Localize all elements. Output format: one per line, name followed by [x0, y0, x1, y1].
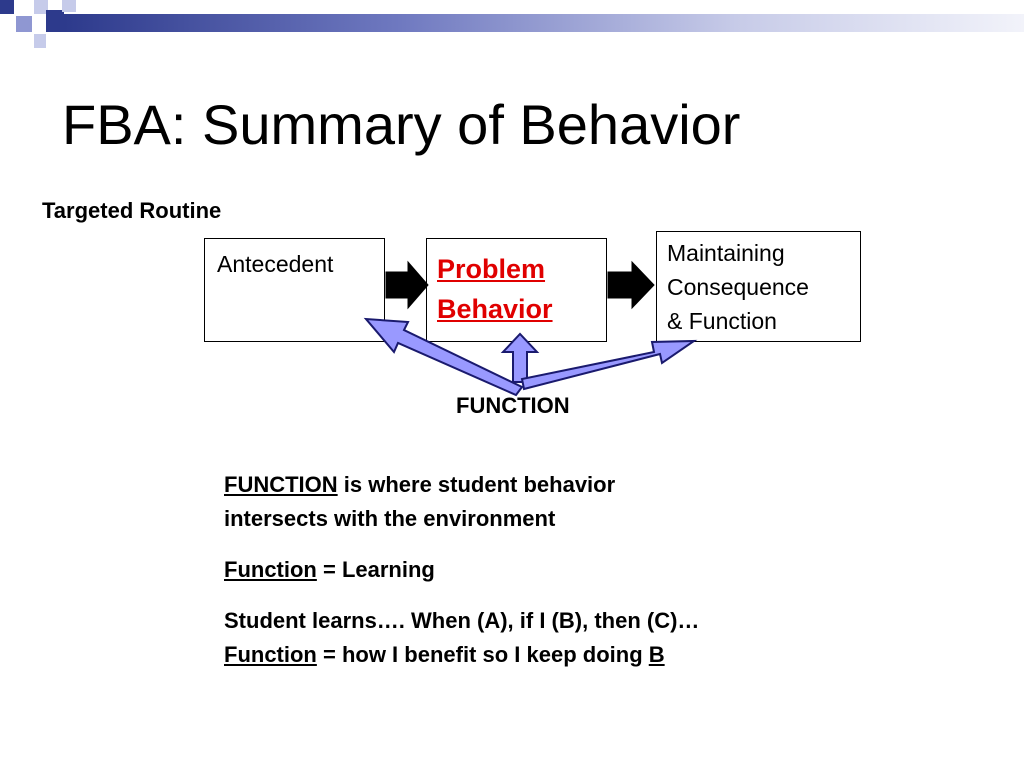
note-paragraph-2 [224, 553, 435, 587]
note-paragraph-3: Student learns…. When (A), if I (B), then (C)… [224, 608, 700, 633]
note-term: Function [224, 642, 317, 667]
function-arrow-right [522, 341, 694, 389]
flow-arrow-right [386, 262, 428, 308]
consequence-line-1: Maintaining [667, 240, 785, 266]
note-paragraph-1 [224, 468, 615, 502]
note-term: Function [224, 557, 317, 582]
problem-line-2: Behavior [437, 294, 553, 324]
note-text: is where student behavior [337, 472, 616, 497]
consequence-line-3: & Function [667, 308, 777, 334]
problem-line-1: Problem [437, 254, 546, 284]
note-term-b: B [648, 642, 665, 667]
function-arrow-up [503, 334, 537, 382]
consequence-line-2: Consequence [667, 274, 809, 300]
note-text: = Learning [316, 557, 435, 582]
note-paragraph-3-line-2 [224, 638, 665, 672]
flow-arrow-right [608, 262, 654, 308]
targeted-routine-label: Targeted Routine [42, 198, 222, 223]
note-paragraph-1-line-2: intersects with the environment [224, 506, 556, 531]
page-title: FBA: Summary of Behavior [62, 93, 741, 156]
antecedent-label: Antecedent [217, 251, 334, 277]
function-label: FUNCTION [456, 393, 570, 418]
note-term: FUNCTION [224, 472, 338, 497]
function-arrow-left [366, 319, 522, 395]
note-text: = how I benefit so I keep doing [316, 642, 649, 667]
